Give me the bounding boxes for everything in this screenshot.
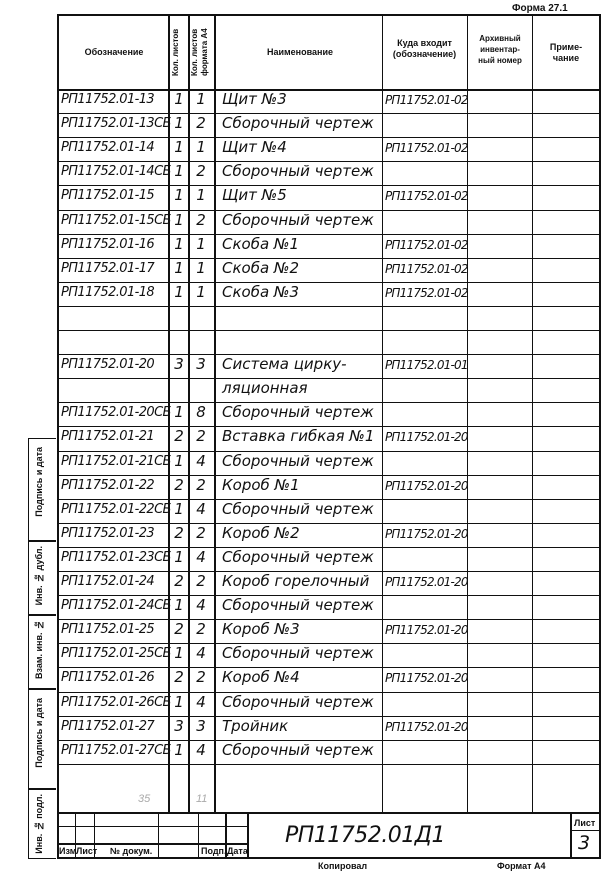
- row-name: Скоба №3: [222, 282, 300, 301]
- row-a4-count: 1: [196, 258, 206, 277]
- row-line: [57, 306, 601, 307]
- row-sheet-count: 2: [174, 572, 184, 590]
- row-sheet-count: 1: [174, 138, 184, 157]
- row-name: Сборочный чертеж: [222, 692, 374, 711]
- row-name: Система цирку-: [222, 355, 347, 374]
- title-list: Лист: [76, 846, 98, 856]
- footer-copied: Копировал: [318, 861, 368, 871]
- header-archive: [468, 33, 532, 66]
- row-a4-count: 4: [196, 451, 206, 470]
- row-a4-count: 4: [196, 692, 206, 711]
- side-label-orig-inv: Инв. № подл.: [34, 794, 44, 854]
- row-destination: РП11752.01-20: [385, 623, 468, 638]
- row-sheet-count: 1: [174, 90, 184, 108]
- header-designation: Обозначение: [84, 47, 144, 57]
- row-line: [57, 137, 601, 138]
- sheet-number: 3: [578, 832, 591, 854]
- side-cell-orig-inv: [28, 789, 56, 859]
- header-note-line1: Приме-: [549, 42, 583, 52]
- row-a4-count: 2: [196, 162, 206, 181]
- pencil-mark-a: 35: [138, 793, 151, 805]
- row-a4-count: 1: [196, 138, 206, 157]
- row-a4-count: 2: [196, 572, 206, 590]
- row-sheet-count: 2: [174, 475, 184, 494]
- row-name: Короб №1: [222, 475, 300, 494]
- header-note: [534, 42, 598, 64]
- row-line: [57, 716, 601, 717]
- row-destination: РП11752.01-01: [385, 358, 468, 373]
- row-name: Сборочный чертеж: [222, 162, 374, 181]
- row-destination: РП11752.01-02: [385, 189, 468, 204]
- header-note-line2: чание: [552, 53, 580, 63]
- row-a4-count: 4: [196, 740, 206, 759]
- header-destination: [382, 38, 467, 60]
- row-name: Сборочный чертеж: [222, 114, 374, 133]
- header-sheets-a4: [190, 18, 212, 86]
- row-a4-count: 2: [196, 427, 206, 446]
- row-sheet-count: 2: [174, 668, 184, 687]
- row-name: Короб №4: [222, 668, 300, 687]
- tb-v3: [158, 812, 159, 859]
- row-designation: РП11752.01-15СБ: [61, 212, 171, 228]
- row-sheet-count: 1: [174, 282, 184, 301]
- row-designation: РП11752.01-25: [61, 622, 155, 638]
- row-designation: РП11752.01-14: [61, 140, 155, 156]
- title-block-top: [57, 812, 601, 814]
- row-destination: РП11752.01-20: [385, 671, 468, 686]
- row-sheet-count: 1: [174, 644, 184, 663]
- row-sheet-count: 1: [174, 451, 184, 470]
- header-archive-line1: Архивный: [479, 34, 521, 43]
- row-designation: РП11752.01-27: [61, 718, 155, 734]
- header-name: Наименование: [266, 47, 334, 57]
- row-destination: РП11752.01-02: [385, 285, 468, 300]
- title-block-row1: [57, 826, 247, 827]
- sheet-label: Лист: [574, 818, 596, 828]
- row-destination: РП11752.01-20: [385, 526, 468, 541]
- side-cell-dup-inv: [28, 541, 56, 615]
- row-a4-count: 4: [196, 644, 206, 663]
- row-name: Тройник: [222, 716, 289, 735]
- row-sheet-count: 3: [174, 355, 184, 374]
- row-name: ляционная: [222, 379, 308, 398]
- row-a4-count: 1: [196, 282, 206, 301]
- side-cell-sign-date-2: [28, 689, 56, 789]
- row-a4-count: 2: [196, 668, 206, 687]
- row-destination: РП11752.01-20: [385, 719, 468, 734]
- row-line: [57, 764, 601, 765]
- row-destination: РП11752.01-02: [385, 237, 468, 252]
- header-dest-line1: Куда входит: [397, 38, 452, 48]
- pencil-mark-b: 11: [196, 793, 208, 805]
- row-sheet-count: 1: [174, 403, 184, 422]
- row-name: Сборочный чертеж: [222, 596, 374, 615]
- row-line: [57, 378, 601, 379]
- row-sheet-count: 1: [174, 186, 184, 205]
- title-doc-no: № докум.: [110, 846, 153, 856]
- row-designation: РП11752.01-26СБ: [61, 694, 171, 710]
- row-designation: РП11752.01-25СБ: [61, 646, 171, 662]
- row-line: [57, 330, 601, 331]
- row-destination: РП11752.01-20: [385, 575, 468, 589]
- row-name: Короб №3: [222, 620, 300, 639]
- row-designation: РП11752.01-20: [61, 357, 155, 373]
- row-designation: РП11752.01-21: [61, 429, 155, 445]
- row-name: Вставка гибкая №1: [222, 427, 375, 446]
- row-sheet-count: 2: [174, 523, 184, 542]
- row-designation: РП11752.01-21СБ: [61, 453, 171, 469]
- row-a4-count: 2: [196, 523, 206, 542]
- row-line: [57, 258, 601, 259]
- row-designation: РП11752.01-23: [61, 525, 155, 541]
- row-sheet-count: 1: [174, 740, 184, 759]
- row-destination: РП11752.01-02: [385, 93, 468, 107]
- row-designation: РП11752.01-24СБ: [61, 598, 171, 614]
- row-sheet-count: 3: [174, 716, 184, 735]
- row-designation: РП11752.01-20СБ: [61, 405, 171, 421]
- row-a4-count: 3: [196, 716, 206, 735]
- row-a4-count: 1: [196, 234, 206, 253]
- side-cell-sign-date-1: [28, 438, 56, 541]
- row-line: [57, 185, 601, 186]
- row-sheet-count: 1: [174, 692, 184, 711]
- tb-v7: [570, 812, 572, 859]
- row-designation: РП11752.01-15: [61, 188, 155, 204]
- side-label-dup-inv: Инв. № дубл.: [34, 546, 44, 606]
- header-archive-line3: ный номер: [478, 56, 522, 65]
- row-name: Сборочный чертеж: [222, 547, 374, 566]
- title-block-row2: [57, 843, 247, 845]
- row-a4-count: 2: [196, 114, 206, 133]
- row-sheet-count: 1: [174, 499, 184, 518]
- tb-sheet-split: [570, 830, 601, 831]
- row-sheet-count: 1: [174, 234, 184, 253]
- header-archive-line2: инвентар-: [480, 45, 520, 54]
- row-destination: РП11752.01-20: [385, 478, 468, 493]
- row-a4-count: 2: [196, 210, 206, 229]
- row-line: [57, 619, 601, 620]
- footer-format: Формат А4: [497, 861, 546, 871]
- header-bottom-line: [57, 89, 601, 91]
- row-name: Сборочный чертеж: [222, 403, 374, 422]
- row-designation: РП11752.01-22СБ: [61, 501, 171, 517]
- tb-v4: [198, 812, 199, 859]
- row-destination: РП11752.01-20: [385, 430, 468, 445]
- row-name: Сборочный чертеж: [222, 740, 374, 759]
- row-sheet-count: 1: [174, 258, 184, 277]
- row-line: [57, 667, 601, 668]
- row-designation: РП11752.01-22: [61, 477, 155, 493]
- row-a4-count: 1: [196, 186, 206, 205]
- row-a4-count: 8: [196, 403, 206, 422]
- row-designation: РП11752.01-24: [61, 574, 155, 589]
- row-sheet-count: 1: [174, 596, 184, 615]
- row-a4-count: 2: [196, 620, 206, 639]
- row-name: Скоба №2: [222, 258, 300, 277]
- side-label-sign-date-1: Подпись и дата: [34, 447, 44, 517]
- header-sheets: Кол. листов: [171, 28, 180, 76]
- row-name: Сборочный чертеж: [222, 644, 374, 663]
- row-designation: РП11752.01-13: [61, 92, 155, 107]
- row-name: Сборочный чертеж: [222, 499, 374, 518]
- row-designation: РП11752.01-17: [61, 260, 155, 276]
- row-line: [57, 234, 601, 235]
- row-a4-count: 1: [196, 90, 206, 108]
- row-line: [57, 475, 601, 476]
- row-designation: РП11752.01-14СБ: [61, 164, 171, 180]
- row-name: Щит №4: [222, 138, 287, 157]
- side-cell-repl-inv: [28, 615, 56, 689]
- row-a4-count: 4: [196, 596, 206, 615]
- row-designation: РП11752.01-13СБ: [61, 116, 171, 132]
- row-name: Щит №5: [222, 186, 287, 205]
- row-designation: РП11752.01-16: [61, 236, 155, 252]
- side-label-repl-inv: Взам. инв. №: [34, 620, 44, 680]
- row-a4-count: 4: [196, 547, 206, 566]
- row-line: [57, 523, 601, 524]
- row-sheet-count: 2: [174, 427, 184, 446]
- row-destination: РП11752.01-02: [385, 261, 468, 276]
- row-designation: РП11752.01-23СБ: [61, 549, 171, 565]
- row-name: Скоба №1: [222, 234, 300, 253]
- row-a4-count: 2: [196, 475, 206, 494]
- row-a4-count: 3: [196, 355, 206, 374]
- title-sign: Подп.: [201, 846, 227, 856]
- row-sheet-count: 1: [174, 210, 184, 229]
- row-name: Короб горелочный: [222, 572, 370, 590]
- row-name: Сборочный чертеж: [222, 451, 374, 470]
- side-label-sign-date-2: Подпись и дата: [34, 698, 44, 768]
- header-dest-line2: (обозначение): [392, 49, 457, 59]
- row-sheet-count: 1: [174, 162, 184, 181]
- row-sheet-count: 2: [174, 620, 184, 639]
- title-izm: Изм: [59, 846, 77, 856]
- row-designation: РП11752.01-18: [61, 284, 155, 300]
- row-line: [57, 282, 601, 283]
- title-date: Дата: [227, 846, 248, 856]
- row-name: Щит №3: [222, 90, 287, 108]
- row-sheet-count: 1: [174, 114, 184, 133]
- form-label: Форма 27.1: [512, 3, 568, 14]
- row-destination: РП11752.01-02: [385, 141, 468, 156]
- header-sheets-a4-text: Кол. листов формата А4: [190, 28, 209, 76]
- row-designation: РП11752.01-26: [61, 670, 155, 686]
- row-a4-count: 4: [196, 499, 206, 518]
- row-name: Короб №2: [222, 523, 300, 542]
- row-sheet-count: 1: [174, 547, 184, 566]
- row-name: Сборочный чертеж: [222, 210, 374, 229]
- row-designation: РП11752.01-27СБ: [61, 742, 171, 758]
- document-code: РП11752.01Д1: [285, 823, 445, 848]
